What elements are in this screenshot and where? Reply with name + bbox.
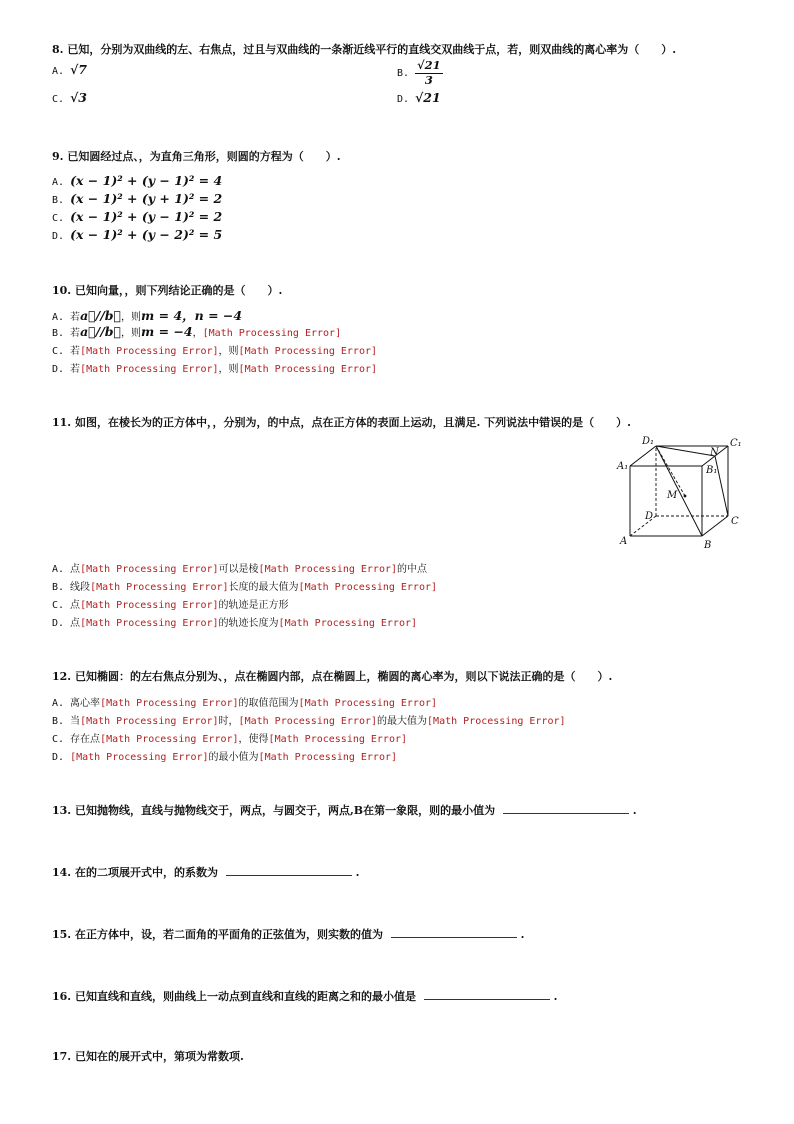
q11-option-b-prefix: B. 线段 [52, 582, 91, 593]
q10-option-b-separator: ， [192, 328, 203, 339]
cube-label-d: D [645, 511, 654, 522]
q8-option-d[interactable] [397, 90, 441, 105]
q10-option-b-condition: a⃗//b⃗ [80, 324, 122, 339]
cube-segment-d1b [656, 446, 702, 536]
q12-option-b[interactable] [52, 712, 566, 727]
q12-option-d-math-error-2: [Math Processing Error] [258, 752, 398, 763]
cube-label-n: N [710, 447, 719, 458]
cube-label-c: C [731, 516, 739, 527]
q10-option-c-math-error: [Math Processing Error] [80, 346, 219, 357]
q10-option-b-prefix: B. 若 [52, 328, 81, 339]
q11-option-d[interactable] [52, 614, 417, 629]
q14-stem: 14. 在的二项展开式中，的系数为 [52, 866, 218, 879]
q12-option-d-middle: 的最小值为 [208, 752, 259, 763]
q11-option-a-math-error: [Math Processing Error] [80, 564, 219, 575]
q12-option-c-math-error: [Math Processing Error] [100, 734, 239, 745]
q17-stem: 17. 已知在的展开式中，第项为常数项. [52, 1050, 244, 1063]
q12-option-b-prefix: B. 当 [52, 716, 81, 727]
q10-option-d-math-error-2: [Math Processing Error] [238, 364, 378, 375]
cube-segment-d1n [656, 446, 715, 456]
q8-option-a-label: A. [52, 66, 65, 77]
q16-answer-blank[interactable] [424, 990, 550, 1000]
q9-option-a[interactable] [52, 173, 222, 188]
q10-option-d-prefix: D. 若 [52, 364, 81, 375]
q9-option-b-value: (x − 1)² + (y + 1)² = 2 [70, 191, 223, 206]
q12-option-b-middle: 时， [218, 716, 239, 727]
q15 [52, 926, 525, 942]
q11-option-c-middle: 的轨迹是正方形 [218, 600, 289, 611]
q9-stem: 9. 已知圆经过点、，为直角三角形，则圆的方程为（ ）. [52, 150, 341, 163]
q8-option-d-value: √21 [415, 90, 441, 105]
q8-option-c-label: C. [52, 94, 65, 105]
q11-option-d-math-error: [Math Processing Error] [80, 618, 219, 629]
q10-option-d-math-error: [Math Processing Error] [80, 364, 219, 375]
q15-end: . [520, 928, 525, 941]
q12-option-c-prefix: C. 存在点 [52, 734, 101, 745]
q10-option-d[interactable] [52, 360, 377, 375]
q11-option-b-math-error: [Math Processing Error] [90, 582, 229, 593]
q11-option-a[interactable] [52, 560, 427, 575]
q13-stem: 13. 已知抛物线，直线与抛物线交于，两点，与圆交于，两点,B在第一象限，则的最小值为 [52, 804, 496, 817]
q12-option-b-math-error: [Math Processing Error] [80, 716, 219, 727]
q10-option-a-then: ，则 [121, 312, 142, 323]
q10-option-b-then: ，则 [121, 328, 142, 339]
q11-option-a-math-error-2: [Math Processing Error] [258, 564, 398, 575]
q12-option-a-middle: 的取值范围为 [238, 698, 299, 709]
q10-option-c-math-error-2: [Math Processing Error] [238, 346, 378, 357]
q9-option-d[interactable] [52, 227, 222, 242]
q11-option-c[interactable] [52, 596, 289, 611]
q12-option-c[interactable] [52, 730, 407, 745]
q11-option-b-math-error-2: [Math Processing Error] [298, 582, 438, 593]
q8-option-b[interactable] [397, 60, 443, 86]
q14-end: . [355, 866, 360, 879]
q11-option-d-math-error-2: [Math Processing Error] [278, 618, 418, 629]
cube-label-d1: D₁ [642, 436, 655, 447]
q8-option-a[interactable] [52, 62, 87, 77]
cube-label-a1: A₁ [617, 461, 629, 472]
q12-stem: 12. 已知椭圆：的左右焦点分别为、，点在椭圆内部，点在椭圆上，椭圆的离心率为，则以下说法正确的是（ ）. [52, 670, 613, 683]
q11-option-d-prefix: D. 点 [52, 618, 81, 629]
q10-option-a-prefix: A. 若 [52, 312, 81, 323]
cube-label-b: B [704, 540, 712, 551]
q9-option-b-label: B. [52, 195, 65, 206]
q10-option-d-then: ，则 [218, 364, 239, 375]
q8-option-d-label: D. [397, 94, 410, 105]
q8-option-b-denominator: 3 [424, 72, 433, 87]
cube-edge-a1d1 [630, 446, 656, 466]
q12-option-c-math-error-2: [Math Processing Error] [268, 734, 408, 745]
q8-option-b-numerator: √21 [417, 58, 441, 72]
q11-option-d-middle: 的轨迹长度为 [218, 618, 279, 629]
q16 [52, 988, 558, 1004]
q10-option-c-prefix: C. 若 [52, 346, 81, 357]
q10-option-b-result: m = −4 [141, 324, 193, 339]
q8-option-a-value: √7 [70, 62, 87, 77]
cube-label-b1: B₁ [706, 465, 718, 476]
cube-label-a: A [620, 536, 628, 547]
cube-figure [612, 432, 752, 552]
q8-option-b-label: B. [397, 68, 410, 79]
q12-option-a-math-error-2: [Math Processing Error] [298, 698, 438, 709]
q12-option-d[interactable] [52, 748, 397, 763]
q11-option-c-math-error: [Math Processing Error] [80, 600, 219, 611]
q9-option-d-value: (x − 1)² + (y − 2)² = 5 [70, 227, 223, 242]
q11-option-c-prefix: C. 点 [52, 600, 81, 611]
q11-option-a-prefix: A. 点 [52, 564, 81, 575]
q13-answer-blank[interactable] [503, 804, 629, 814]
q9-option-d-label: D. [52, 231, 65, 242]
q13 [52, 802, 637, 818]
q10-stem: 10. 已知向量，，则下列结论正确的是（ ）. [52, 284, 283, 297]
q12-option-c-middle: ，使得 [238, 734, 269, 745]
q11-option-b-middle: 长度的最大值为 [228, 582, 299, 593]
q8-stem: 8. 已知，分别为双曲线的左、右焦点，过且与双曲线的一条渐近线平行的直线交双曲线于点，若，则双曲线的离心率为（ ）. [52, 43, 677, 56]
q14 [52, 864, 360, 880]
q13-end: . [632, 804, 637, 817]
q8-option-c[interactable] [52, 90, 87, 105]
q12-option-b-math-error-3: [Math Processing Error] [427, 716, 566, 727]
q15-stem: 15. 在正方体中，设，若二面角的平面角的正弦值为，则实数的值为 [52, 928, 383, 941]
cube-label-m: M [667, 490, 678, 501]
q12-option-a[interactable] [52, 694, 437, 709]
q9-option-a-label: A. [52, 177, 65, 188]
q10-option-b[interactable] [52, 324, 341, 339]
q15-answer-blank[interactable] [391, 928, 517, 938]
q10-option-a-result: m = 4，n = −4 [141, 308, 243, 323]
q11-option-a-end: 的中点 [397, 564, 428, 575]
cube-edge-bc [702, 516, 728, 536]
q11-stem: 11. 如图，在棱长为的正方体中，，分别为，的中点，点在正方体的表面上运动，且满足. 下列说法中错误的是（ ）. [52, 416, 631, 429]
q9-option-b[interactable] [52, 191, 222, 206]
q10-option-a-condition: a⃗//b⃗ [80, 308, 122, 323]
q9-option-c[interactable] [52, 209, 222, 224]
q10-option-b-math-error: [Math Processing Error] [202, 328, 342, 339]
q11-option-b[interactable] [52, 578, 437, 593]
q16-end: . [553, 990, 558, 1003]
q11-option-a-middle: 可以是棱 [218, 564, 259, 575]
q12-option-d-math-error: [Math Processing Error] [70, 752, 209, 763]
cube-label-c1: C₁ [730, 438, 742, 449]
q16-stem: 16. 已知直线和直线，则曲线上一动点到直线和直线的距离之和的最小值是 [52, 990, 416, 1003]
q12-option-b-middle-2: 的最大值为 [377, 716, 428, 727]
q8-option-b-fraction [415, 60, 443, 86]
q10-option-c[interactable] [52, 342, 377, 357]
q10-option-a[interactable] [52, 306, 242, 324]
q9-option-c-label: C. [52, 213, 65, 224]
q10-option-c-then: ，则 [218, 346, 239, 357]
q12-option-b-math-error-2: [Math Processing Error] [238, 716, 378, 727]
q12-option-a-prefix: A. 离心率 [52, 698, 101, 709]
q12-option-d-prefix: D. [52, 752, 71, 763]
q9-option-c-value: (x − 1)² + (y − 1)² = 2 [70, 209, 223, 224]
q8-option-c-value: √3 [70, 90, 87, 105]
q12-option-a-math-error: [Math Processing Error] [100, 698, 239, 709]
cube-point-m [684, 495, 687, 498]
q14-answer-blank[interactable] [226, 866, 352, 876]
q9-option-a-value: (x − 1)² + (y − 1)² = 4 [70, 173, 223, 188]
